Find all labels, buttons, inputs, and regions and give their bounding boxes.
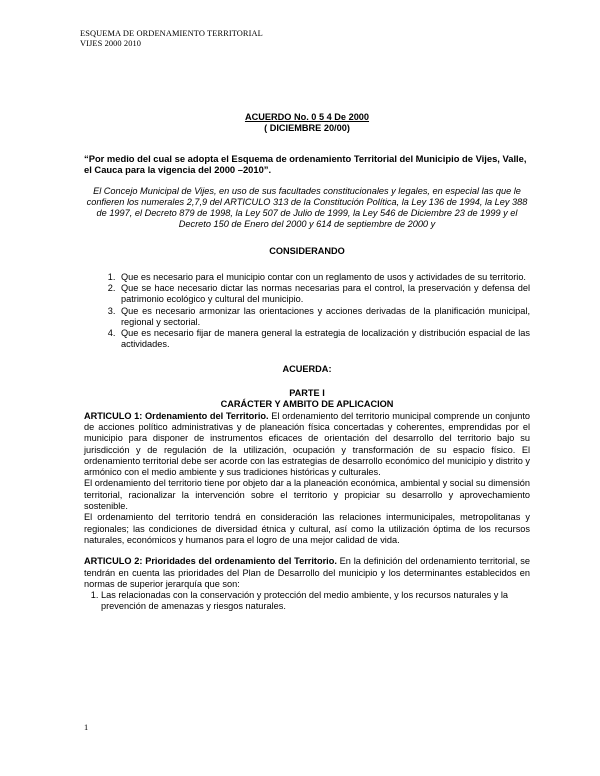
acuerda-heading: ACUERDA:	[282, 363, 332, 374]
list-item: 4. Que es necesario fijar de manera general la estrategia de localización y distribución espacial de las actividades.	[118, 328, 530, 351]
article-1-paragraph-3: El ordenamiento del territorio tendrá en consideración las relaciones intermunicipales, metropolitanas y regionales; las condiciones de diversidad étnica y cultural, así como la utilización óptima de los recursos naturales, económicos y humanos para el logro de una mejor calidad de vida.	[84, 512, 530, 545]
acuerdo-heading	[84, 112, 530, 135]
list-item: 3. Que es necesario armonizar las orientaciones y acciones derivadas de la planificación municipal, regional y sectorial.	[118, 306, 530, 329]
article-2-text: En la definición del ordenamiento territorial, se tendrán en cuenta las prioridades del Plan de Desarrollo del municipio y los determinantes establecidos en normas de superior jerarquía que son:	[84, 556, 531, 589]
article-1	[84, 411, 530, 479]
part-title: PARTE I	[289, 388, 325, 399]
article-2	[84, 556, 530, 590]
article-2-label: ARTICULO 2: Prioridades del ordenamiento del Territorio.	[84, 556, 337, 567]
part-heading	[84, 388, 530, 411]
document-body	[84, 112, 530, 613]
acuerdo-number: ACUERDO No. 0 5 4 De 2000	[244, 112, 370, 122]
list-item: 1. Que es necesario para el municipio contar con un reglamento de usos y actividades de su territorio.	[118, 272, 530, 283]
page-number: 1	[84, 723, 89, 732]
part-subtitle: CARÁCTER Y AMBITO DE APLICACION	[220, 399, 394, 410]
considerando-heading: CONSIDERANDO	[269, 246, 345, 257]
acuerdo-purpose: “Por medio del cual se adopta el Esquema de ordenamiento Territorial del Municipio de Vijes, Valle, el Cauca para la vigencia del 2000 –2010”.	[84, 152, 527, 176]
considerando-list	[84, 272, 530, 351]
article-1-text: El ordenamiento del territorio municipal comprende un conjunto de acciones político administrativas y de planeación física concertadas y coherentes, emprendidas por el municipio para disponer de instrumentos eficaces de orientación del desarrollo del territorio bajo su jurisdicción y de regulación de la utilización, ocupación y transformación de su espacio físico. El ordenamiento territorial debe ser acorde con las estrategias de desarrollo económico del municipio y distrito y armónico con el medio ambiente y sus tradiciones históricas y culturales.	[84, 410, 530, 478]
article-1-paragraph-2: El ordenamiento del territorio tiene por objeto dar a la planeación económica, ambiental y social su dimensión territorial, racionalizar la intervención sobre el territorio y propiciar su desarrollo y aprovechamiento sostenible.	[84, 478, 530, 512]
priorities-list	[84, 590, 530, 613]
article-1-label: ARTICULO 1: Ordenamiento del Territorio.	[84, 410, 269, 421]
list-item: 1. Las relacionadas con la conservación y protección del medio ambiente, y los recursos naturales y la prevención de amenazas y riesgos naturales.	[101, 590, 530, 613]
acuerdo-date: ( DICIEMBRE 20/00)	[264, 123, 350, 134]
header-line-period: VIJES 2000 2010	[80, 39, 142, 48]
intro-paragraph: El Concejo Municipal de Vijes, en uso de sus facultades constitucionales y legales, en especial las que le confieren los numerales 2,7,9 del ARTICULO 313 de la Constitución Política, la Ley 136 de 1994, la Ley 388 de 1997, el Decreto 879 de 1998, la Ley 507 de Julio de 1999, la Ley 546 de Diciembre 23 de 1999 y el Decreto 150 de Enero del 2000 y 614 de septiembre de 2000 y	[86, 185, 528, 230]
header-line-title: ESQUEMA DE ORDENAMIENTO TERRITORIAL	[80, 29, 263, 38]
list-item: 2. Que se hace necesario dictar las normas necesarias para el control, la preservación y defensa del patrimonio ecológico y cultural del municipio.	[118, 283, 530, 306]
running-header	[80, 29, 263, 49]
